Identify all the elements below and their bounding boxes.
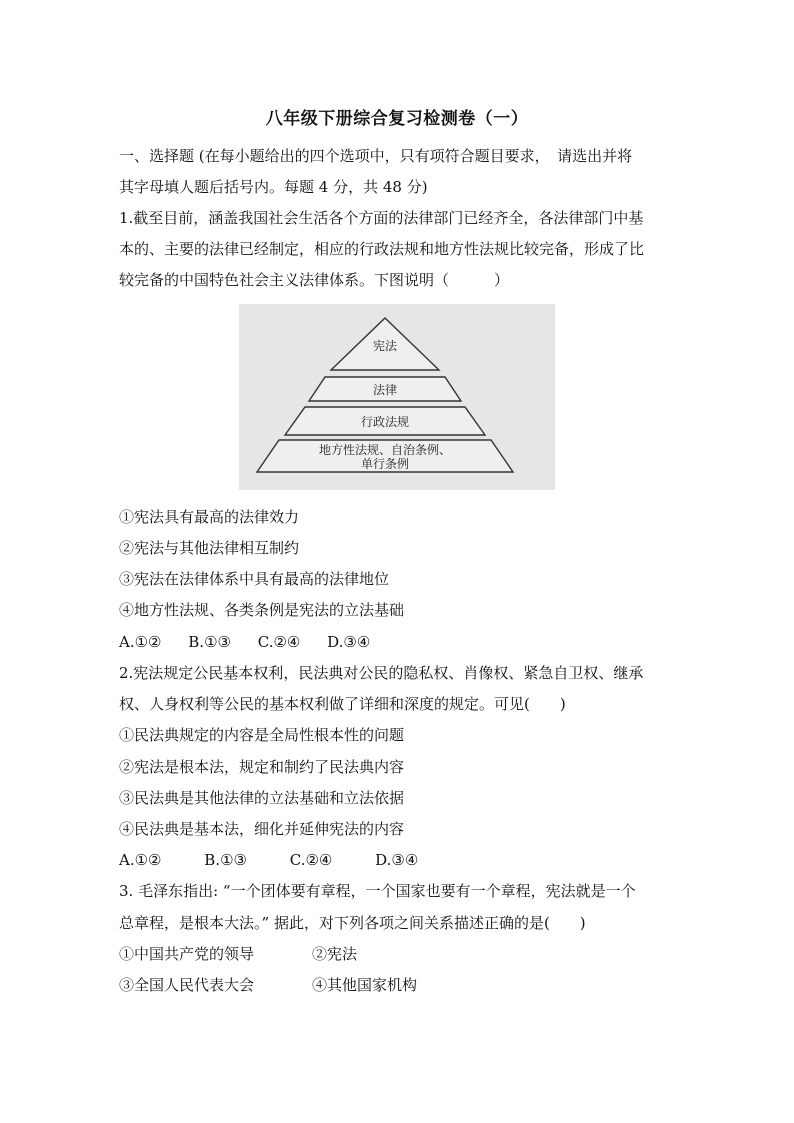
q1-option-a[interactable]: A.①②: [119, 633, 162, 651]
q2-option-d[interactable]: D.③④: [375, 851, 419, 869]
q2-options: [119, 850, 456, 870]
q3-statement-4: ④其他国家机构: [312, 976, 418, 994]
q2-statement-1: ①民法典规定的内容是全局性根本性的问题: [119, 726, 405, 744]
q1-statement-1: ①宪法具有最高的法律效力: [119, 508, 300, 526]
q1-options: [119, 632, 392, 652]
q1-option-c[interactable]: C.②④: [257, 633, 301, 651]
q1-stem-line-2: 本的、主要的法律已经制定，相应的行政法规和地方性法规比较完备，形成了比: [119, 240, 645, 258]
q2-statement-2: ②宪法是根本法，规定和制约了民法典内容: [119, 758, 405, 776]
q1-statement-3: ③宪法在法律体系中具有最高的法律地位: [119, 570, 390, 588]
q1-option-b[interactable]: B.①③: [188, 633, 231, 651]
q2-option-a[interactable]: A.①②: [119, 851, 162, 869]
q1-statement-2: ②宪法与其他法律相互制约: [119, 539, 300, 557]
q1-statement-4: ④地方性法规、各类条例是宪法的立法基础: [119, 601, 405, 619]
q3-statement-1: ①中国共产党的领导: [119, 945, 255, 963]
q2-stem-line-2: 权、人身权利等公民的基本权利做了详细和深度的规定。可见( ): [119, 695, 566, 713]
pyramid-label-local-line-2: 单行条例: [360, 457, 410, 471]
legal-system-pyramid-figure: [239, 304, 555, 490]
pyramid-label-local-line-1: 地方性法规、自治条例、: [318, 443, 452, 457]
q3-statement-2: ②宪法: [312, 945, 358, 963]
q2-stem-line-1: 2.宪法规定公民基本权利，民法典对公民的隐私权、肖像权、紧急自卫权、继承: [119, 664, 644, 682]
pyramid-label-constitution: 宪法: [372, 339, 398, 353]
q3-statement-3: ③全国人民代表大会: [119, 976, 255, 994]
q3-stem-line-2: 总章程，是根本大法。” 据此，对下列各项之间关系描述正确的是( ): [119, 914, 586, 932]
q1-stem-line-1: 1.截至目前，涵盖我国社会生活各个方面的法律部门已经齐全，各法律部门中基: [119, 209, 644, 227]
pyramid-label-administrative: 行政法规: [360, 415, 410, 429]
q2-statement-4: ④民法典是基本法，细化并延伸宪法的内容: [119, 820, 405, 838]
pyramid-label-law: 法律: [372, 383, 398, 397]
section-instructions-line-1: 一、选择题 (在每小题给出的四个选项中，只有项符合题目要求， 请选出并将: [119, 147, 633, 165]
page-title: 八年级下册综合复习检测卷（一）: [265, 109, 529, 129]
q2-statement-3: ③民法典是其他法律的立法基础和立法依据: [119, 789, 405, 807]
q1-stem-line-3: 较完备的中国特色社会主义法律体系。下图说明（ ）: [119, 271, 510, 289]
q2-option-c[interactable]: C.②④: [289, 851, 333, 869]
q2-option-b[interactable]: B.①③: [204, 851, 247, 869]
q1-option-d[interactable]: D.③④: [327, 633, 371, 651]
section-instructions-line-2: 其字母填人题后括号内。每题 4 分，共 48 分): [119, 178, 428, 196]
q3-stem-line-1: 3. 毛泽东指出: “一个团体要有章程，一个国家也要有一个章程，宪法就是一个: [119, 882, 636, 900]
